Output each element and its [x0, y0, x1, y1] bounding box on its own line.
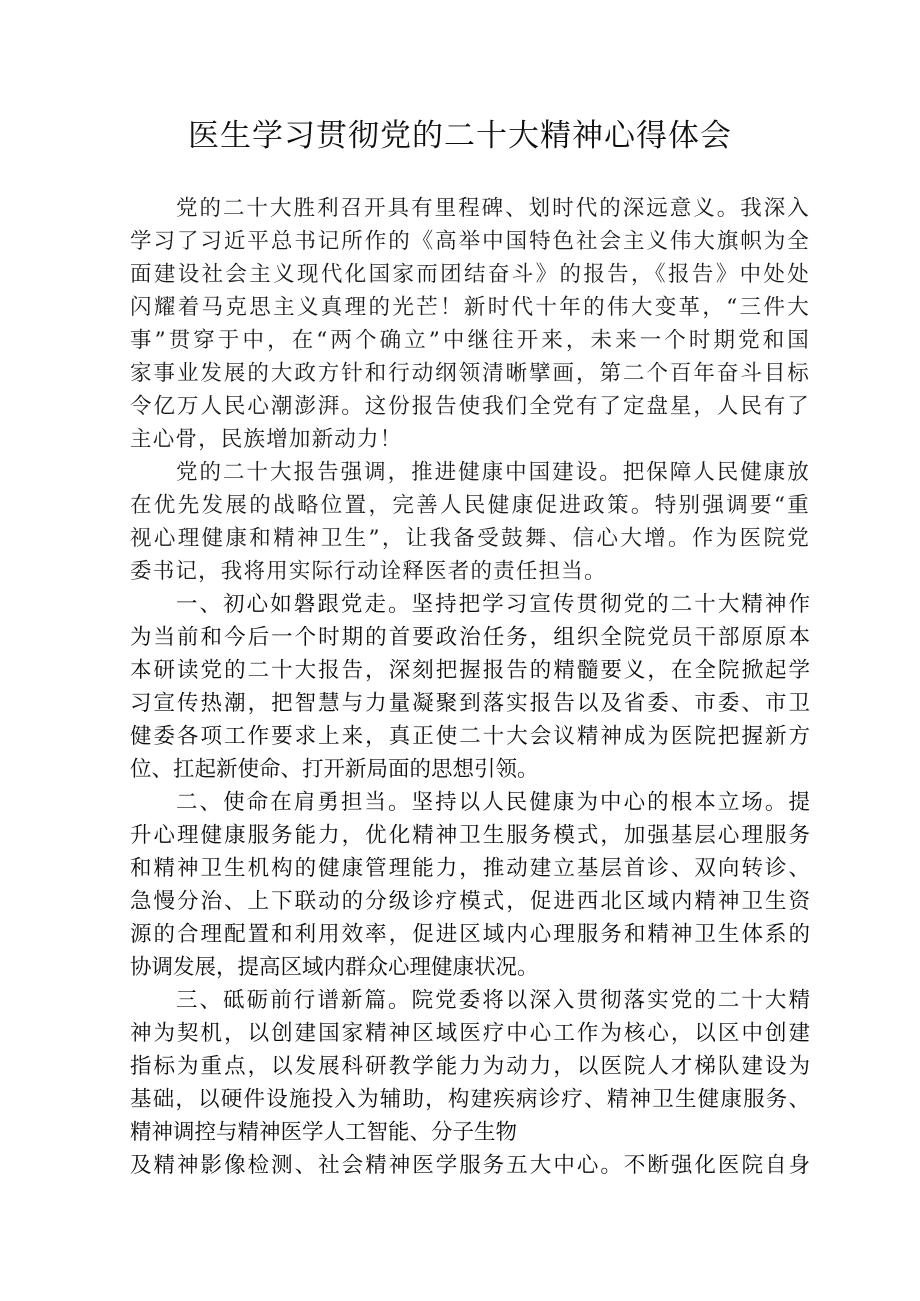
text-line: 面建设社会主义现代化国家而团结奋斗》的报告，《报告》中处处 [130, 262, 810, 287]
text-line: 协调发展，提高区域内群众心理健康状况。 [130, 955, 539, 980]
text-line: 和精神卫生机构的健康管理能力，推动建立基层首诊、双向转诊、 [130, 856, 810, 881]
text-line: 健委各项工作要求上来，真正使二十大会议精神成为医院把握新方 [130, 724, 810, 749]
text-line: 委书记，我将用实际行动诠释医者的责任担当。 [130, 559, 607, 584]
paragraph [130, 192, 810, 456]
text-line: 指标为重点，以发展科研教学能力为动力，以医院人才梯队建设为 [130, 1054, 810, 1079]
text-line: 位、扛起新使命、打开新局面的思想引领。 [130, 757, 539, 782]
text-line: 事”贯穿于中，在“两个确立”中继往开来，未来一个时期党和国 [130, 328, 810, 353]
paragraph [130, 984, 810, 1182]
text-line: 升心理健康服务能力，优化精神卫生服务模式，加强基层心理服务 [130, 823, 810, 848]
document-title: 医生学习贯彻党的二十大精神心得体会 [188, 118, 732, 154]
text-line: 本研读党的二十大报告，深刻把握报告的精髓要义，在全院掀起学 [130, 658, 810, 683]
text-line: 一、初心如磐跟党走。坚持把学习宣传贯彻党的二十大精神作 [176, 592, 810, 617]
text-line: 源的合理配置和利用效率，促进区域内心理服务和精神卫生体系的 [130, 922, 810, 947]
text-line: 在优先发展的战略位置，完善人民健康促进政策。特别强调要“重 [130, 493, 810, 518]
text-line: 及精神影像检测、社会精神医学服务五大中心。不断强化医院自身 [130, 1153, 810, 1178]
paragraph [130, 456, 810, 588]
paragraph [130, 588, 810, 786]
text-line: 闪耀着马克思主义真理的光芒！新时代十年的伟大变革，“三件大 [130, 295, 810, 320]
text-line: 基础，以硬件设施投入为辅助，构建疾病诊疗、精神卫生健康服务、 [130, 1087, 810, 1112]
document-body [130, 192, 810, 1182]
text-line: 党的二十大胜利召开具有里程碑、划时代的深远意义。我深入 [176, 196, 810, 221]
text-line: 家事业发展的大政方针和行动纲领清晰擘画，第二个百年奋斗目标 [130, 361, 810, 386]
text-line: 党的二十大报告强调，推进健康中国建设。把保障人民健康放 [176, 460, 810, 485]
text-line: 令亿万人民心潮澎湃。这份报告使我们全党有了定盘星，人民有了 [130, 394, 810, 419]
text-line: 主心骨，民族增加新动力！ [130, 427, 403, 452]
text-line: 精神调控与精神医学人工智能、分子生物 [130, 1120, 518, 1145]
text-line: 急慢分治、上下联动的分级诊疗模式，促进西北区域内精神卫生资 [130, 889, 810, 914]
text-line: 视心理健康和精神卫生”，让我备受鼓舞、信心大增。作为医院党 [130, 526, 810, 551]
text-line: 习宣传热潮，把智慧与力量凝聚到落实报告以及省委、市委、市卫 [130, 691, 810, 716]
text-line: 为当前和今后一个时期的首要政治任务，组织全院党员干部原原本 [130, 625, 810, 650]
text-line: 神为契机，以创建国家精神区域医疗中心工作为核心，以区中创建 [130, 1021, 810, 1046]
text-line: 二、使命在肩勇担当。坚持以人民健康为中心的根本立场。提 [176, 790, 810, 815]
paragraph [130, 786, 810, 984]
text-line: 学习了习近平总书记所作的《高举中国特色社会主义伟大旗帜为全 [130, 229, 810, 254]
text-line: 三、砥砺前行谱新篇。院党委将以深入贯彻落实党的二十大精 [176, 988, 810, 1013]
